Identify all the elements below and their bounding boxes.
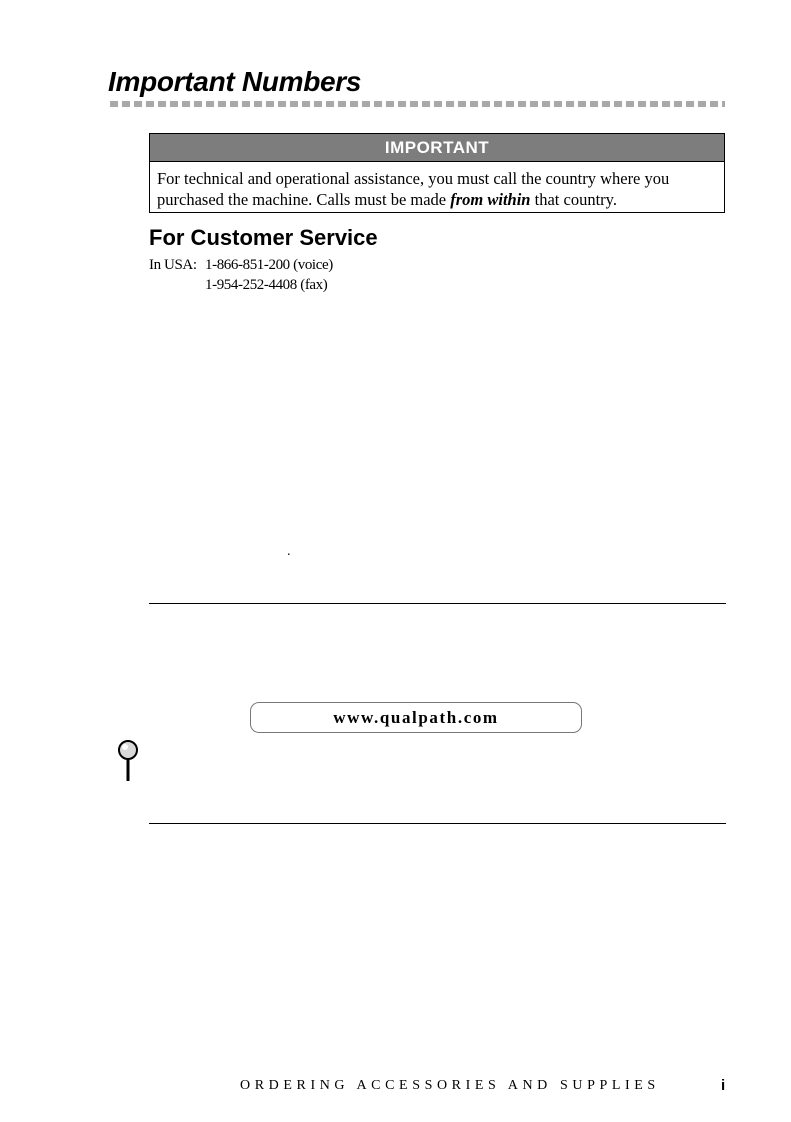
page-title: Important Numbers: [108, 66, 362, 97]
important-notice-emphasis: from within: [450, 190, 531, 209]
important-notice-header: IMPORTANT: [150, 134, 724, 162]
title-dotted-rule: [110, 101, 725, 107]
customer-service-fax-number: 1-954-252-4408 (fax): [205, 277, 328, 293]
important-notice-line-1: For technical and operational assistance, you must call the country where you: [157, 169, 670, 188]
customer-service-country-label: In USA:: [149, 257, 197, 273]
important-notice-box: [149, 133, 725, 213]
section-divider-top: [149, 603, 726, 604]
important-notice-body: [150, 162, 724, 210]
customer-service-heading: For Customer Service: [149, 225, 378, 250]
stray-mark: .: [287, 544, 291, 559]
important-notice-line-2: [157, 189, 718, 210]
footer-section-title: ORDERING ACCESSORIES AND SUPPLIES: [240, 1078, 660, 1093]
customer-service-voice-number: 1-866-851-200 (voice): [205, 257, 333, 273]
section-divider-bottom: [149, 823, 726, 824]
important-notice-line-2-start: purchased the machine. Calls must be made: [157, 190, 451, 209]
page-number: i: [721, 1077, 726, 1094]
website-url[interactable]: www.qualpath.com: [333, 708, 499, 727]
important-notice-line-2-end: that country.: [530, 190, 617, 209]
magnifier-icon: [117, 739, 141, 783]
website-url-box[interactable]: [250, 702, 582, 733]
